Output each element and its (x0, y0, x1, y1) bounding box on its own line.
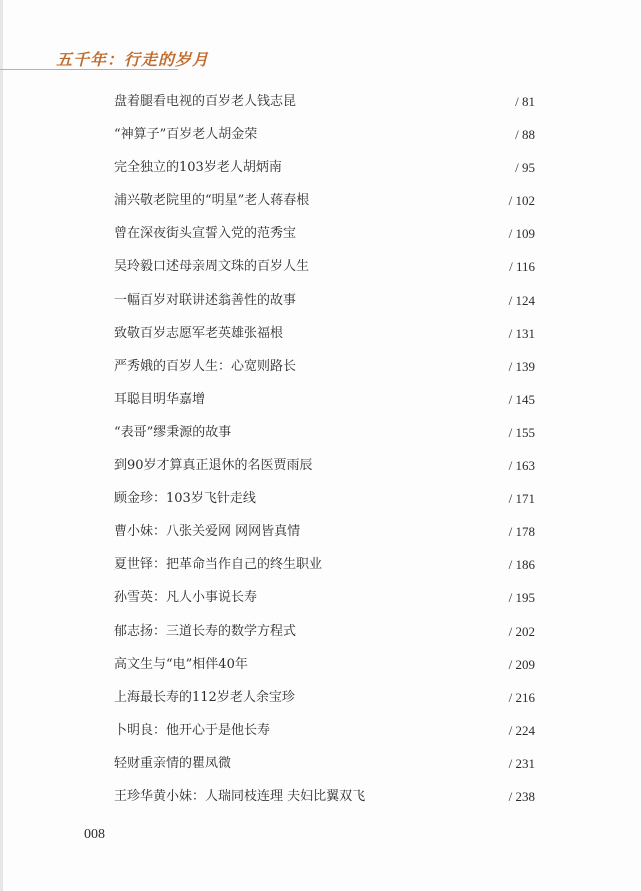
toc-entry-title: 郁志扬：三道长寿的数学方程式 (114, 623, 297, 639)
toc-entry-page: / 171 (508, 491, 535, 507)
toc-entry[interactable] (0, 85, 641, 118)
toc-entry-page: / 195 (508, 590, 535, 606)
toc-entry-title: 耳聪目明华嘉增 (114, 391, 206, 407)
toc-entry-title: 夏世铎：把革命当作自己的终生职业 (114, 557, 323, 573)
toc-entry-title: 严秀娥的百岁人生：心宽则路长 (114, 358, 297, 374)
toc-entry-page: / 88 (515, 127, 535, 143)
toc-entry-page: / 109 (508, 226, 535, 242)
toc-entry-page: / 95 (515, 160, 535, 176)
toc-entry-page: / 224 (508, 722, 535, 738)
toc-entry[interactable] (0, 383, 641, 416)
toc-entry-title: 顾金珍：103岁飞针走线 (114, 491, 256, 507)
toc-entry[interactable] (0, 217, 641, 250)
toc-entry-title: 高文生与“电”相伴40年 (114, 656, 248, 672)
toc-entry[interactable] (0, 416, 641, 449)
toc-entry[interactable] (0, 780, 641, 813)
toc-entry-page: / 124 (508, 292, 535, 308)
toc-entry-title: 孙雪英：凡人小事说长寿 (114, 590, 258, 606)
toc-entry[interactable] (0, 317, 641, 350)
toc-entry[interactable] (0, 482, 641, 515)
header-rule (0, 69, 178, 70)
toc-entry-page: / 131 (508, 325, 535, 341)
toc-entry[interactable] (0, 449, 641, 482)
toc-entry-page: / 178 (508, 524, 535, 540)
toc-entry[interactable] (0, 581, 641, 614)
toc-entry[interactable] (0, 681, 641, 714)
toc-entry-title: 轻财重亲情的瞿凤微 (114, 755, 232, 771)
toc-entry[interactable] (0, 350, 641, 383)
toc-entry-page: / 81 (515, 94, 535, 109)
toc-entry-title: “神算子”百岁老人胡金荣 (114, 127, 258, 143)
toc-entry[interactable] (0, 615, 641, 648)
toc-entry-title: “表哥”缪秉源的故事 (114, 424, 232, 440)
toc-entry-title: 卜明良：他开心于是他长寿 (114, 722, 271, 738)
toc-entry-page: / 145 (508, 391, 535, 407)
toc-entry-page: / 209 (508, 656, 535, 672)
toc-entry[interactable] (0, 184, 641, 217)
toc-entry[interactable] (0, 118, 641, 151)
toc-entry-page: / 231 (508, 755, 535, 771)
running-header-title: 五千年：行走的岁月 (56, 50, 210, 69)
toc-entry-title: 上海最长寿的112岁老人余宝珍 (114, 689, 295, 705)
toc-entry-page: / 139 (508, 358, 535, 374)
toc-entry[interactable] (0, 648, 641, 681)
toc-entry[interactable] (0, 284, 641, 317)
toc-entry-title: 到90岁才算真正退休的名医贾雨辰 (114, 458, 313, 474)
table-of-contents (0, 85, 641, 813)
toc-entry-page: / 216 (508, 689, 535, 705)
toc-entry-title: 浦兴敬老院里的“明星”老人蒋春根 (114, 193, 310, 209)
toc-entry-title: 吴玲毅口述母亲周文珠的百岁人生 (114, 259, 310, 275)
toc-entry-title: 致敬百岁志愿军老英雄张福根 (114, 325, 284, 341)
toc-entry[interactable] (0, 250, 641, 283)
toc-entry-page: / 102 (508, 193, 535, 209)
toc-entry[interactable] (0, 548, 641, 581)
toc-entry-page: / 155 (508, 424, 535, 440)
toc-entry-title: 盘着腿看电视的百岁老人钱志昆 (114, 94, 297, 109)
toc-entry-page: / 163 (508, 458, 535, 474)
toc-entry[interactable] (0, 747, 641, 780)
toc-entry-page: / 116 (509, 259, 535, 275)
toc-entry-page: / 238 (508, 788, 535, 804)
running-header (0, 0, 641, 72)
toc-entry-title: 王珍华黄小妹：人瑞同枝连理 夫妇比翼双飞 (114, 788, 366, 804)
toc-entry-title: 一幅百岁对联讲述翁善性的故事 (114, 292, 297, 308)
toc-entry[interactable] (0, 151, 641, 184)
toc-entry-page: / 186 (508, 557, 535, 573)
toc-entry[interactable] (0, 714, 641, 747)
toc-entry[interactable] (0, 515, 641, 548)
toc-entry-title: 曾在深夜街头宣誓入党的范秀宝 (114, 226, 297, 242)
toc-entry-title: 完全独立的103岁老人胡炳南 (114, 160, 282, 176)
toc-entry-title: 曹小妹：八张关爱网 网网皆真情 (114, 524, 301, 540)
toc-entry-page: / 202 (508, 623, 535, 639)
page-number: 008 (84, 827, 105, 842)
